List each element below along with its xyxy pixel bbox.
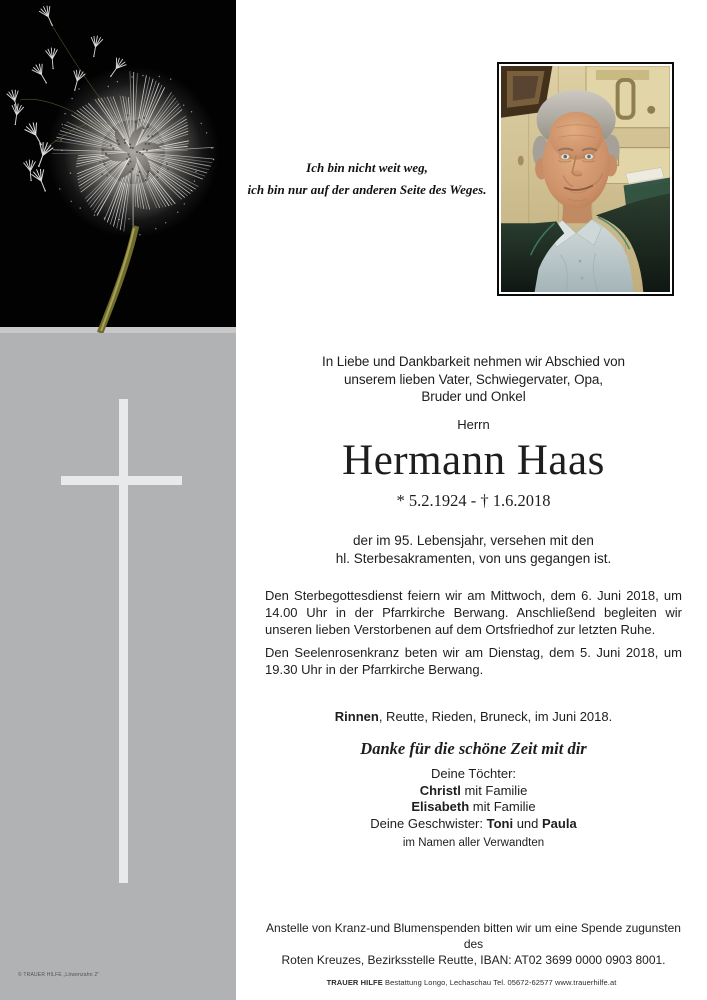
cross-horizontal-bar — [61, 476, 182, 485]
places-date-line — [265, 709, 682, 724]
donation-request — [265, 921, 682, 968]
motif-copyright: © TRAUER HILFE „Löwenzahn 2“ — [18, 972, 100, 978]
funeral-home-brand: TRAUER HILFE — [326, 978, 383, 987]
mourners-list — [265, 766, 682, 852]
place-name: Rinnen — [334, 709, 379, 724]
quote-line-2: ich bin nur auf der anderen Seite des Weges. — [247, 182, 487, 197]
daughters-label: Deine Töchter: — [430, 766, 517, 781]
gray-panel — [0, 333, 236, 1000]
deceased-name: Hermann Haas — [342, 437, 605, 484]
funeral-service-paragraph: Den Sterbegottesdienst feiern wir am Mittwoch, dem 6. Juni 2018, um 14.00 Uhr in der Pfarrkirche Berwang. Anschließend begleiten wir unseren lieben Verstorbenen auf dem Ortsfriedhof zur letzten Ruhe. — [265, 588, 682, 637]
donation-line-2: Roten Kreuzes, Bezirksstelle Reutte, IBAN: AT02 3699 0000 0903 8001. — [281, 952, 666, 967]
rosary-paragraph: Den Seelenrosenkranz beten wir am Dienstag, dem 5. Juni 2018, um 19.30 Uhr in der Pfarrkirche Berwang. — [265, 645, 682, 677]
farewell-line-2: unserem lieben Vater, Schwiegervater, Opa, — [344, 371, 603, 387]
passing-text — [265, 532, 682, 567]
daughter-1: Christl mit Familie — [419, 782, 528, 798]
dandelion-illustration — [0, 0, 236, 333]
quote-line-1: Ich bin nicht weit weg, — [306, 160, 428, 175]
salutation: Herrn — [457, 417, 490, 432]
all-relatives-line: im Namen aller Verwandten — [402, 837, 545, 850]
memorial-quote — [236, 157, 498, 201]
thanks-line: Danke für die schöne Zeit mit dir — [360, 739, 587, 758]
places-rest: , Reutte, Rieden, Bruneck, im Juni 2018. — [378, 709, 613, 724]
dandelion-image — [0, 0, 236, 333]
birth-death-dates: * 5.2.1924 - † 1.6.2018 — [396, 491, 551, 510]
funeral-home-footer — [236, 978, 707, 987]
donation-line-1: Anstelle von Kranz-und Blumenspenden bitten wir um eine Spende zugunsten des — [266, 921, 681, 951]
farewell-text — [265, 353, 682, 406]
cross-vertical-bar — [119, 399, 128, 883]
siblings-line: Deine Geschwister: Toni und Paula — [370, 815, 577, 831]
passing-line-2: hl. Sterbesakramenten, von uns gegangen ist. — [335, 550, 612, 566]
daughter-2: Elisabeth mit Familie — [411, 799, 536, 815]
portrait-photo — [497, 62, 674, 296]
funeral-home-details: Bestattung Longo, Lechaschau Tel. 05672-62577 www.trauerhilfe.at — [382, 978, 617, 987]
portrait-photo-illustration — [501, 66, 670, 292]
farewell-line-1: In Liebe und Dankbarkeit nehmen wir Abschied von — [322, 354, 625, 369]
farewell-line-3: Bruder und Onkel — [421, 389, 526, 404]
passing-line-1: der im 95. Lebensjahr, versehen mit den — [353, 533, 594, 548]
